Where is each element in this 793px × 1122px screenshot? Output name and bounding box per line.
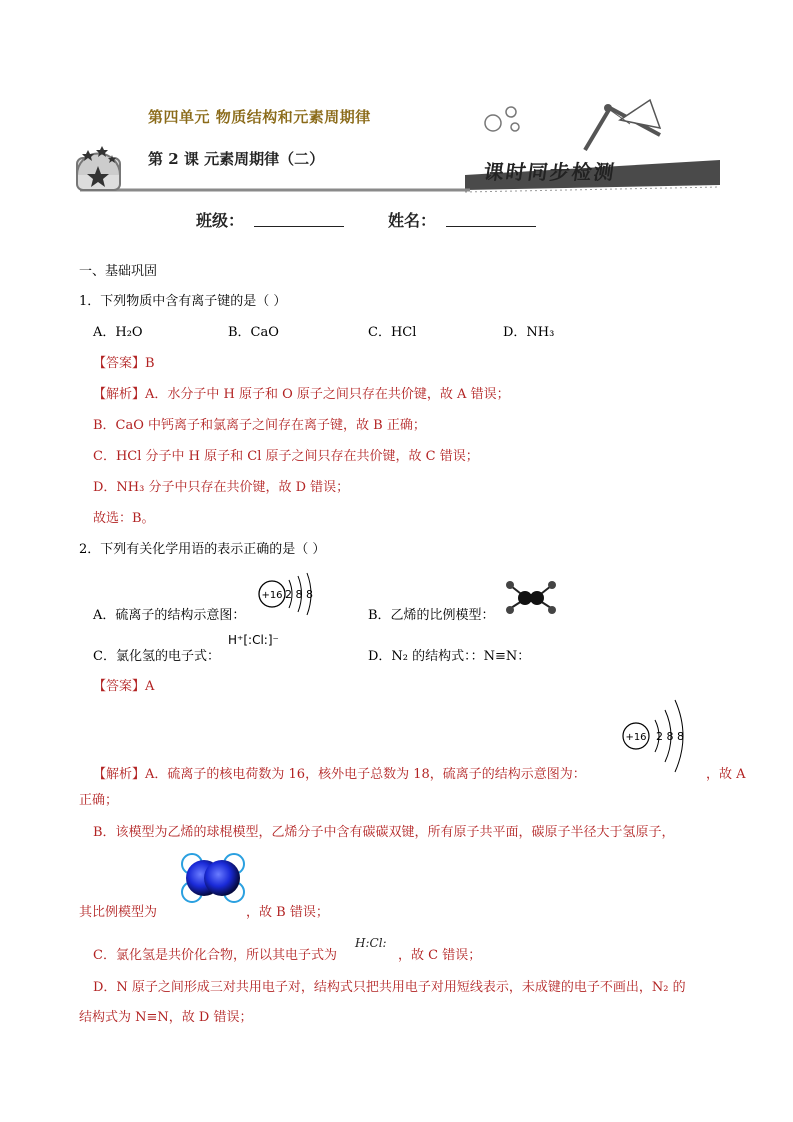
name-label: 姓名： [388,211,437,230]
answer-value: A [145,679,155,694]
lamp-icon [485,100,660,150]
q2-analysis-c-line-a: C．氯化氢是共价化合物，所以其电子式为 [93,948,337,963]
ethylene-model-icon [503,580,559,616]
star-badge-icon [77,146,120,190]
q2-option-c: C．氯化氢的电子式： [93,649,220,664]
q1-option-c: C．HCl [368,325,417,340]
q1-analysis-line-4: D．NH₃ 分子中只存在共价键，故 D 错误； [93,480,350,495]
unit-title: 第四单元 物质结构和元素周期律 [148,108,371,126]
q2-analysis-a-tail: ，故 A [706,767,746,782]
q2-option-b: B．乙烯的比例模型： [368,608,495,623]
q1-analysis-line-1 [93,383,510,402]
lesson-title: 第 2 课 元素周期律（二） [148,150,325,168]
q2-analysis-b-line-2b: ，故 B 错误； [246,905,329,920]
q1-option-a: A．H₂O [93,325,143,340]
name-field[interactable] [446,226,536,227]
analysis-text: A．硫离子的核电荷数为 16，核外电子总数为 18，硫离子的结构示意图为： [145,767,586,782]
analysis-text: A．水分子中 H 原子和 O 原子之间只存在共价键，故 A 错误； [145,387,510,402]
class-label: 班级： [196,211,245,230]
q2-answer [93,675,154,694]
analysis-tag: 【解析】 [93,387,146,402]
hcl-answer-formula: H:Cl: [355,936,387,950]
q1-option-b: B．CaO [228,325,279,340]
brand-text: 课时同步检测 [482,160,618,184]
q2-analysis-d-line-1: D．N 原子之间形成三对共用电子对，结构式只把共用电子对用短线表示，未成键的电子不画出，N₂ 的 [93,980,686,995]
ion-charge: +16 [625,732,647,743]
ion-shells: 2 8 8 [656,730,684,743]
q1-conclusion: 故选：B。 [93,511,155,526]
q1-analysis-line-3: C．HCl 分子中 H 原子和 Cl 原子之间只存在共价键，故 C 错误； [93,449,479,464]
q1-stem: 1．下列物质中含有离子键的是（ ） [79,294,287,309]
q2-analysis-a-line-1 [93,763,586,782]
hcl-electron-formula: H⁺[:Cl:]⁻ [228,633,279,647]
q2-analysis-d-line-2: 结构式为 N≡N，故 D 错误； [79,1010,253,1025]
q2-analysis-a-line-2: 正确； [79,793,119,808]
ion-shells: 2 8 8 [285,588,313,601]
q2-option-a: A．硫离子的结构示意图： [93,608,246,623]
section-title: 一、基础巩固 [79,264,158,279]
q1-answer [93,352,155,371]
answer-tag: 【答案】 [93,679,146,694]
q2-analysis-b-line-2a: 其比例模型为 [79,905,158,920]
q2-stem: 2．下列有关化学用语的表示正确的是（ ） [79,542,326,557]
q1-option-d: D．NH₃ [503,325,555,340]
answer-tag: 【答案】 [93,356,146,371]
answer-value: B [145,356,155,371]
ion-charge: +16 [261,590,283,601]
class-field[interactable] [254,226,344,227]
q2-option-d: D．N₂ 的结构式：：N≡N： [368,649,531,664]
q2-analysis-c-line-b: ，故 C 错误； [398,948,482,963]
sulfur-ion-answer-diagram [621,698,701,778]
q2-analysis-b-line-1: B．该模型为乙烯的球棍模型，乙烯分子中含有碳碳双键，所有原子共平面，碳原子半径大于氢原子， [93,825,675,840]
q1-analysis-line-2: B．CaO 中钙离子和氯离子之间存在离子键，故 B 正确； [93,418,426,433]
sulfur-ion-diagram [255,570,321,618]
analysis-tag: 【解析】 [93,767,146,782]
header-graphic [0,0,793,200]
ethylene-spacefill-icon [180,852,246,904]
